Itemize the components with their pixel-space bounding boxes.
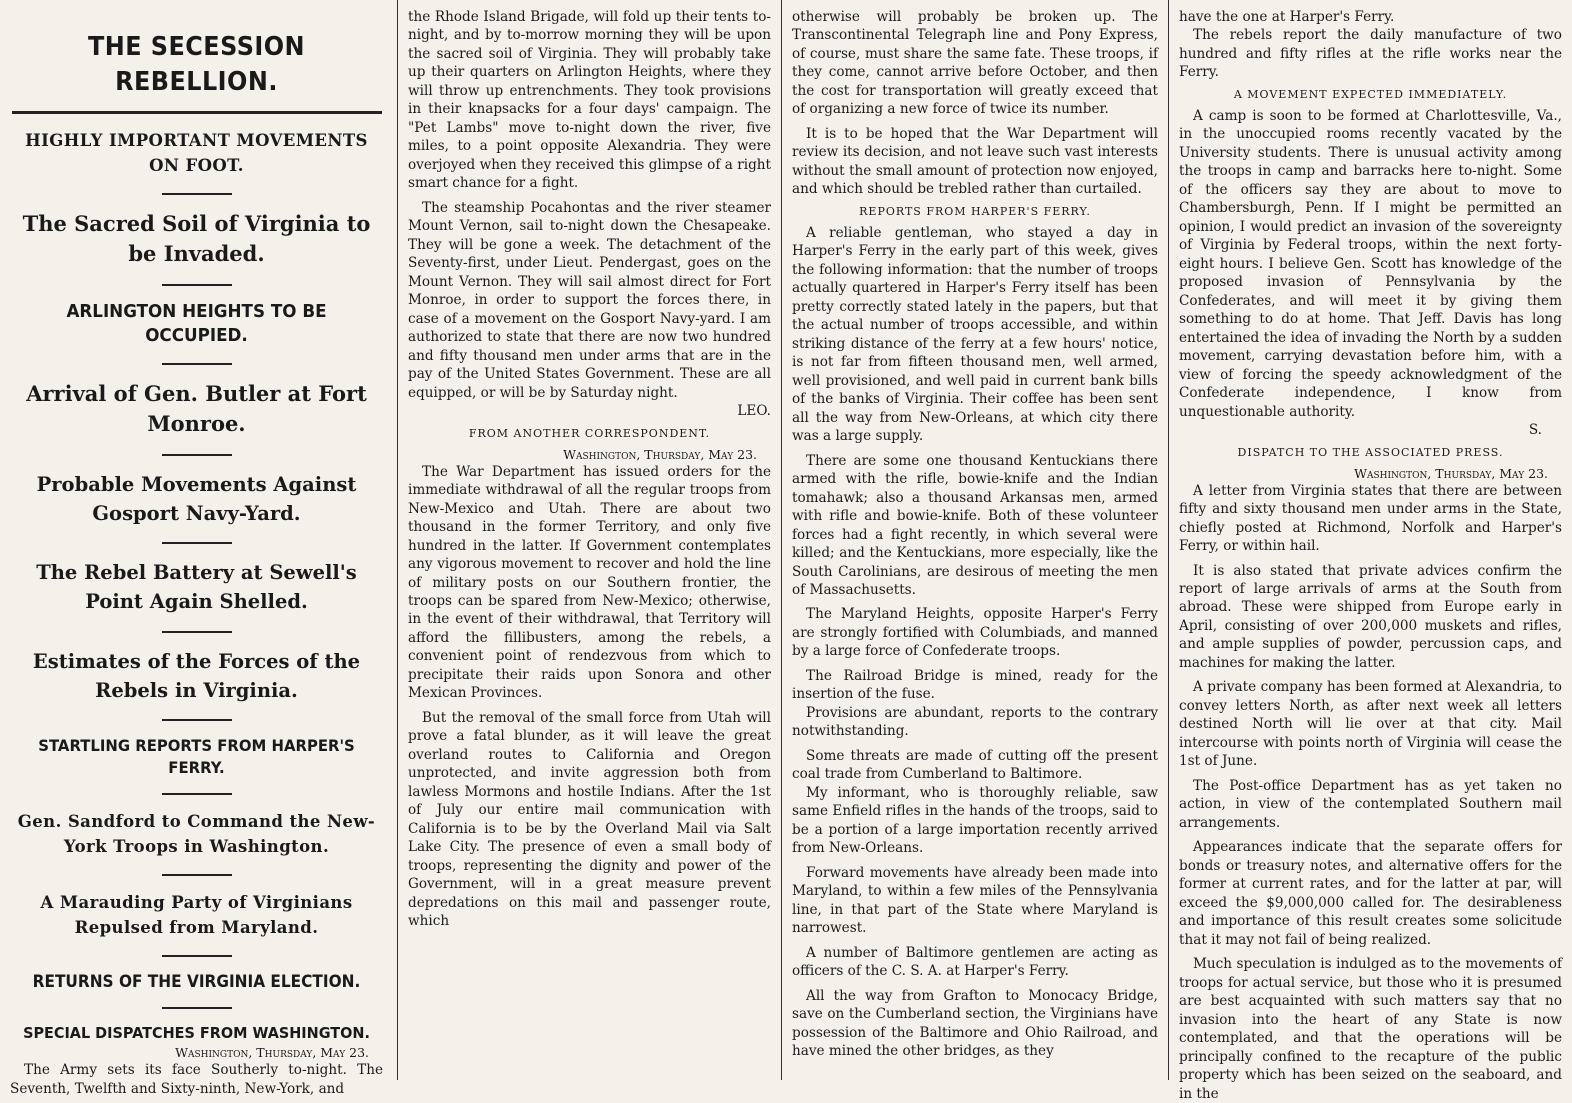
dateline: Washington, Thursday, May 23. (1354, 465, 1548, 481)
headline-harpers-ferry: STARTLING REPORTS FROM HARPER'S FERRY. (38, 736, 355, 777)
section-heading: REPORTS FROM HARPER'S FERRY. (859, 204, 1091, 218)
article-paragraph: Forward movements have already been made into Maryland, to within a few miles of the Pennsylvania line, in that part of the State where Maryland is narrowest. (792, 864, 1158, 937)
article-paragraph: Much speculation is indulged as to the movements of troops for actual service, but those who it is presumed are best acquainted with such matters say that no invasion into the heart of any State is now contemplated, and that the operations will be principally confined to the recapture of the public property which has been seized on the seaboard, and in the (1179, 956, 1562, 1102)
article-paragraph: But the removal of the small force from Utah will prove a fatal blunder, as it will leave the great overland routes to California and Oregon unprotected, and invite aggression both from lawless Mormons and hostile Indians. After the 1st of July our entire mail communication with California is to be by the Overland Mail via Salt Lake City. The presence of even a small body of troops, representing the dignity and power of the Government, will in a great measure prevent depredations on this mail and passenger route, which (408, 709, 771, 930)
article-paragraph: It is also stated that private advices confirm the report of large arrivals of arms at the South from abroad. These were shipped from Europe early in April, consisting of over 200,000 muskets and rifles, and ample supplies of powder, percussion caps, and machines for making the latter. (1179, 562, 1562, 671)
headline-gosport: Probable Movements Against Gosport Navy-Yard. (36, 472, 357, 525)
divider (162, 363, 232, 365)
article-paragraph: Appearances indicate that the separate offers for bonds or treasury notes, and alternative offers for the former at current rates, and for the latter at par, will exceed the $9,000,000 called for. The desirableness and importance of this result creates some solicitude that it may not fail of being realized. (1179, 839, 1562, 948)
divider (162, 631, 232, 633)
article-paragraph: A camp is soon to be formed at Charlottesville, Va., in the unoccupied rooms recently vacated by the University students. There is unusual activity among the troops in camp and barracks here to-night. Some of the officers say they are about to move to Chambersburgh, Penn. If I might be permitted an opinion, I would predict an invasion of the sovereignty of Virginia by Federal troops, within the next forty-eight hours. I believe Gen. Scott has knowledge of the proposed invasion of Pennsylvania by the Confederates, and will meet it by giving them something to do at home. That Jeff. Davis has long entertained the idea of invading the North by a sudden movement, carrying devastation before him, with a view of forcing the speedy acknowledgment of the Confederate independence, I know from unquestionable authority. (1179, 107, 1562, 420)
article-paragraph: The War Department has issued orders for the immediate withdrawal of all the regular troops from New-Mexico and Utah. There are about two thousand in the former Territory, and only five hundred in the latter. If Government contemplates any vigorous movement to recover and hold the line of military posts on our Southern frontier, the troops can be spared from New-Mexico; otherwise, in the event of their withdrawal, that Territory will afford the fillibusters, among the rebels, a convenient point of rendezvous from which to precipitate their raids upon Sonora and other Mexican Provinces. (408, 463, 771, 702)
article-paragraph: have the one at Harper's Ferry. (1179, 9, 1395, 25)
headline-butler: Arrival of Gen. Butler at Fort Monroe. (26, 380, 367, 437)
divider (162, 1007, 232, 1009)
article-paragraph: The Army sets its face Southerly to-night. The Seventh, Twelfth and Sixty-ninth, New-York, and (10, 1062, 383, 1097)
main-headline: THE SECESSION REBELLION. (87, 32, 306, 98)
article-paragraph: A number of Baltimore gentlemen are acting as officers of the C. S. A. at Harper's Ferry. (792, 944, 1158, 980)
article-paragraph: otherwise will probably be broken up. The Transcontinental Telegraph line and Pony Express, of course, must share the same fate. These troops, if they come, cannot arrive before October, and then the cost for transportation will greatly exceed that of organizing a new force of twice its number. (792, 9, 1158, 118)
divider (162, 955, 232, 957)
divider (162, 793, 232, 795)
signature: S. (1528, 422, 1542, 439)
article-paragraph: The steamship Pocahontas and the river steamer Mount Vernon, sail to-night down the Chesapeake. They will be gone a week. The detachment of the Seventy-first, under Lieut. Pendergast, goes on the Mount Vernon. They will sail almost direct for Fort Monroe, in order to support the forces there, in case of a movement on the Gosport Navy-yard. I am authorized to state that there are now two hundred and fifty thousand men under arms that are in the pay of the United States Government. These are all equipped, or will be by Saturday night. (408, 199, 771, 401)
article-paragraph: Provisions are abundant, reports to the contrary notwithstanding. (792, 704, 1158, 740)
article-paragraph: The rebels report the daily manufacture of two hundred and fifty rifles at the rifle works near the Ferry. (1179, 27, 1562, 81)
article-paragraph: All the way from Grafton to Monocacy Bridge, save on the Cumberland section, the Virginians have possession of the Baltimore and Ohio Railroad, and have mined the other bridges, as they (792, 987, 1158, 1060)
article-paragraph: A private company has been formed at Alexandria, to convey letters North, as after next week all letters destined North will lie over at that city. Mail intercourse with points north of Virginia will cease the 1st of June. (1179, 679, 1562, 770)
headline-column (0, 0, 398, 1097)
article-column-4 (1169, 0, 1572, 1102)
divider (162, 719, 232, 721)
article-paragraph: The Post-office Department has as yet taken no action, in view of the contemplated Southern mail arrangements. (1179, 777, 1562, 831)
headline-election: RETURNS OF THE VIRGINIA ELECTION. (32, 971, 361, 991)
signature: LEO. (737, 403, 771, 420)
headline-sewells-point: The Rebel Battery at Sewell's Point Again Shelled. (36, 561, 357, 614)
divider (162, 193, 232, 195)
divider (162, 454, 232, 456)
headline-movements: HIGHLY IMPORTANT MOVEMENTS ON FOOT. (25, 130, 368, 176)
article-paragraph: The Railroad Bridge is mined, ready for the insertion of the fuse. (792, 667, 1158, 703)
headline-special-dispatches: SPECIAL DISPATCHES FROM WASHINGTON. (23, 1024, 370, 1043)
article-paragraph: It is to be hoped that the War Department will review its decision, and not leave such vast interests without the small amount of protection now enjoyed, and which should be trebled rather than curtailed. (792, 125, 1158, 198)
headline-sandford: Gen. Sandford to Command the New-York Troops in Washington. (17, 811, 376, 857)
divider (162, 542, 232, 544)
headline-estimates: Estimates of the Forces of the Rebels in Virginia. (32, 649, 361, 702)
article-paragraph: Some threats are made of cutting off the present coal trade from Cumberland to Baltimore. (792, 747, 1158, 783)
divider (162, 284, 232, 286)
article-column-3 (782, 0, 1169, 1080)
article-paragraph: A reliable gentleman, who stayed a day in Harper's Ferry in the early part of this week, gives the following information: that the number of troops actually quartered in Harper's Ferry itself has been pretty correctly stated lately in the papers, but that the actual number of troops accessible, and within striking distance of the ferry at a few hours' notice, is not far from fifteen thousand men, well armed, well provisioned, and well paid in current bank bills of the banks of Virginia. Their coffee has been sent all the way from New-Orleans, at which city there was a large supply. (792, 224, 1158, 445)
headline-sacred-soil: The Sacred Soil of Virginia to be Invaded. (22, 210, 371, 267)
divider (12, 111, 382, 114)
article-paragraph: My informant, who is thoroughly reliable, saw same Enfield rifles in the hands of the troops, said to be a portion of a large importation recently arrived from New-Orleans. (792, 784, 1158, 857)
headline-arlington: ARLINGTON HEIGHTS TO BE OCCUPIED. (66, 300, 327, 347)
divider (162, 874, 232, 876)
section-heading: DISPATCH TO THE ASSOCIATED PRESS. (1237, 445, 1504, 459)
article-paragraph: the Rhode Island Brigade, will fold up their tents to-night, and by to-morrow morning they will be upon the sacred soil of Virginia. They will probably take up their quarters on Arlington Heights, where they will throw up entrenchments. They took provisions in their knapsacks for a four days' campaign. The "Pet Lambs" move to-night down the river, five miles, to a point opposite Alexandria. They were overjoyed when they received this glimpse of a right smart chance for a fight. (408, 9, 771, 192)
dateline: Washington, Thursday, May 23. (175, 1045, 369, 1061)
section-heading: A MOVEMENT EXPECTED IMMEDIATELY. (1233, 87, 1508, 101)
article-column-2 (398, 0, 782, 1080)
article-paragraph: A letter from Virginia states that there are between fifty and sixty thousand men under arms in the State, chiefly posted at Richmond, Norfolk and Harper's Ferry, or within hail. (1179, 482, 1562, 555)
dateline: Washington, Thursday, May 23. (563, 446, 757, 462)
article-paragraph: There are some one thousand Kentuckians there armed with the rifle, bowie-knife and the Indian tomahawk; also a thousand Arkansas men, armed with rifle and bowie-knife. Both of these volunteer forces had a fight recently, in which several were killed; and the Kentuckians, more especially, like the South Carolinians, are desirous of meeting the men of Massachusetts. (792, 452, 1158, 598)
headline-marauding: A Marauding Party of Virginians Repulsed from Maryland. (40, 892, 353, 938)
section-heading: FROM ANOTHER CORRESPONDENT. (468, 426, 711, 440)
article-paragraph: The Maryland Heights, opposite Harper's Ferry are strongly fortified with Columbiads, and manned by a large force of Confederate troops. (792, 606, 1158, 660)
